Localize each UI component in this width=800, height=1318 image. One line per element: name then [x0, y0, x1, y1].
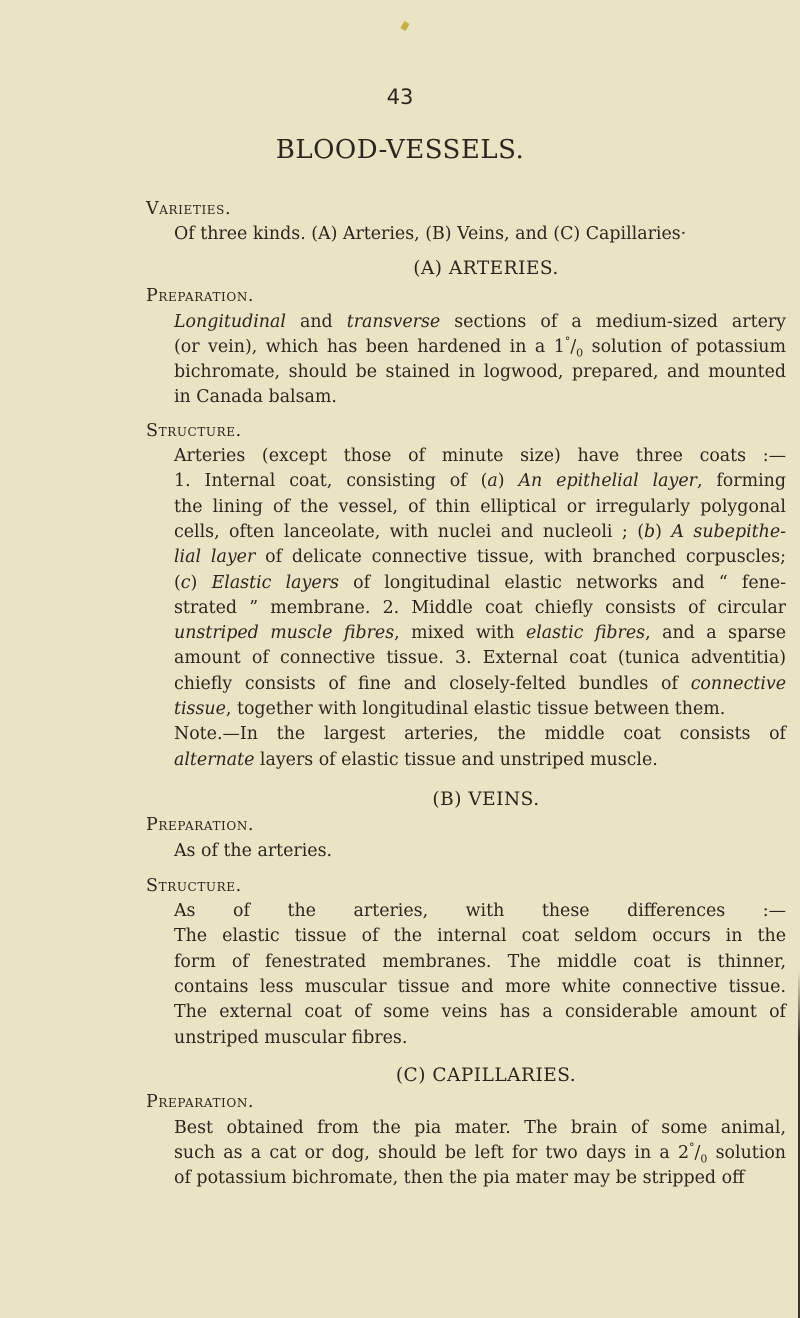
text-line: The external coat of some veins has a considerable amount of: [174, 1002, 786, 1023]
text-line: As of the arteries, with these differences :—: [174, 901, 786, 922]
veins-preparation-heading: Preparation.: [146, 815, 255, 836]
text-line: Best obtained from the pia mater. The brain of some animal,: [174, 1117, 786, 1138]
text-line: such as a cat or dog, should be left for two days in a $2^\circ/_0$ solution: [174, 1141, 786, 1166]
capillaries-title: (C) CAPILLARIES.: [395, 1065, 577, 1086]
text-line: the lining of the vessel, of thin elliptical or irregularly polygonal: [174, 496, 786, 517]
text-line: unstriped muscle fibres, mixed with elastic fibres, and a sparse: [174, 623, 786, 644]
text-line: contains less muscular tissue and more white connective tissue.: [174, 977, 786, 998]
text-line: (c) Elastic layers of longitudinal elastic networks and “ fene-: [174, 572, 786, 593]
text-line: lial layer of delicate connective tissue, with branched corpuscles;: [174, 547, 786, 568]
page-title: BLOOD-VESSELS.: [275, 135, 525, 165]
text-line: of potassium bichromate, then the pia mater may be stripped off: [174, 1168, 745, 1189]
varieties-heading: Varieties.: [146, 199, 232, 219]
text-line: bichromate, should be stained in logwood, prepared, and mounted: [174, 362, 786, 383]
varieties-text: Of three kinds. (A) Arteries, (B) Veins, and (C) Capillaries·: [174, 224, 687, 245]
text-line: chiefly consists of fine and closely-felted bundles of connective: [174, 673, 786, 694]
text-line: cells, often lanceolate, with nuclei and nucleoli ; (b) A subepithe-: [174, 521, 786, 542]
veins-section: [146, 787, 786, 1051]
text-line: Longitudinal and transverse sections of a medium-sized artery: [174, 311, 786, 332]
veins-structure-heading: Structure.: [146, 875, 242, 896]
text-line: 1. Internal coat, consisting of (a) An epithelial layer, forming: [174, 471, 786, 492]
arteries-preparation-text: [146, 310, 786, 411]
capillaries-preparation-heading: Preparation.: [146, 1092, 255, 1113]
veins-title: (B) VEINS.: [432, 789, 540, 810]
arteries-structure-heading: Structure.: [146, 420, 242, 441]
text-line: (or vein), which has been hardened in a $1^\circ/_0$ solution of potassium: [174, 335, 786, 360]
veins-preparation-text: As of the arteries.: [174, 840, 333, 861]
text-line: Arteries (except those of minute size) have three coats :—: [174, 446, 786, 467]
text-line: amount of connective tissue. 3. External coat (tunica adventitia): [174, 648, 786, 669]
capillaries-section: [146, 1063, 786, 1191]
text-line: The elastic tissue of the internal coat seldom occurs in the: [174, 926, 786, 947]
arteries-preparation-heading: Preparation.: [146, 286, 255, 307]
veins-structure-text: [146, 899, 786, 1051]
text-line: unstriped muscular fibres.: [174, 1027, 408, 1048]
text-line: Note.—In the largest arteries, the middle coat consists of: [174, 724, 786, 745]
arteries-structure-text: [146, 444, 786, 722]
arteries-section: [146, 256, 786, 773]
text-line: alternate layers of elastic tissue and unstriped muscle.: [174, 749, 658, 770]
text-line: in Canada balsam.: [174, 387, 337, 408]
varieties-section: [146, 197, 786, 248]
text-line: strated ” membrane. 2. Middle coat chiefly consists of circular: [174, 597, 786, 618]
ink-speck: [400, 21, 409, 31]
text-line: form of fenestrated membranes. The middle coat is thinner,: [174, 951, 786, 972]
page-number: 43: [386, 85, 414, 109]
text-line: tissue, together with longitudinal elastic tissue between them.: [174, 699, 726, 720]
capillaries-preparation-text: [146, 1116, 786, 1192]
arteries-note: [146, 722, 786, 773]
arteries-title: (A) ARTERIES.: [413, 258, 559, 279]
